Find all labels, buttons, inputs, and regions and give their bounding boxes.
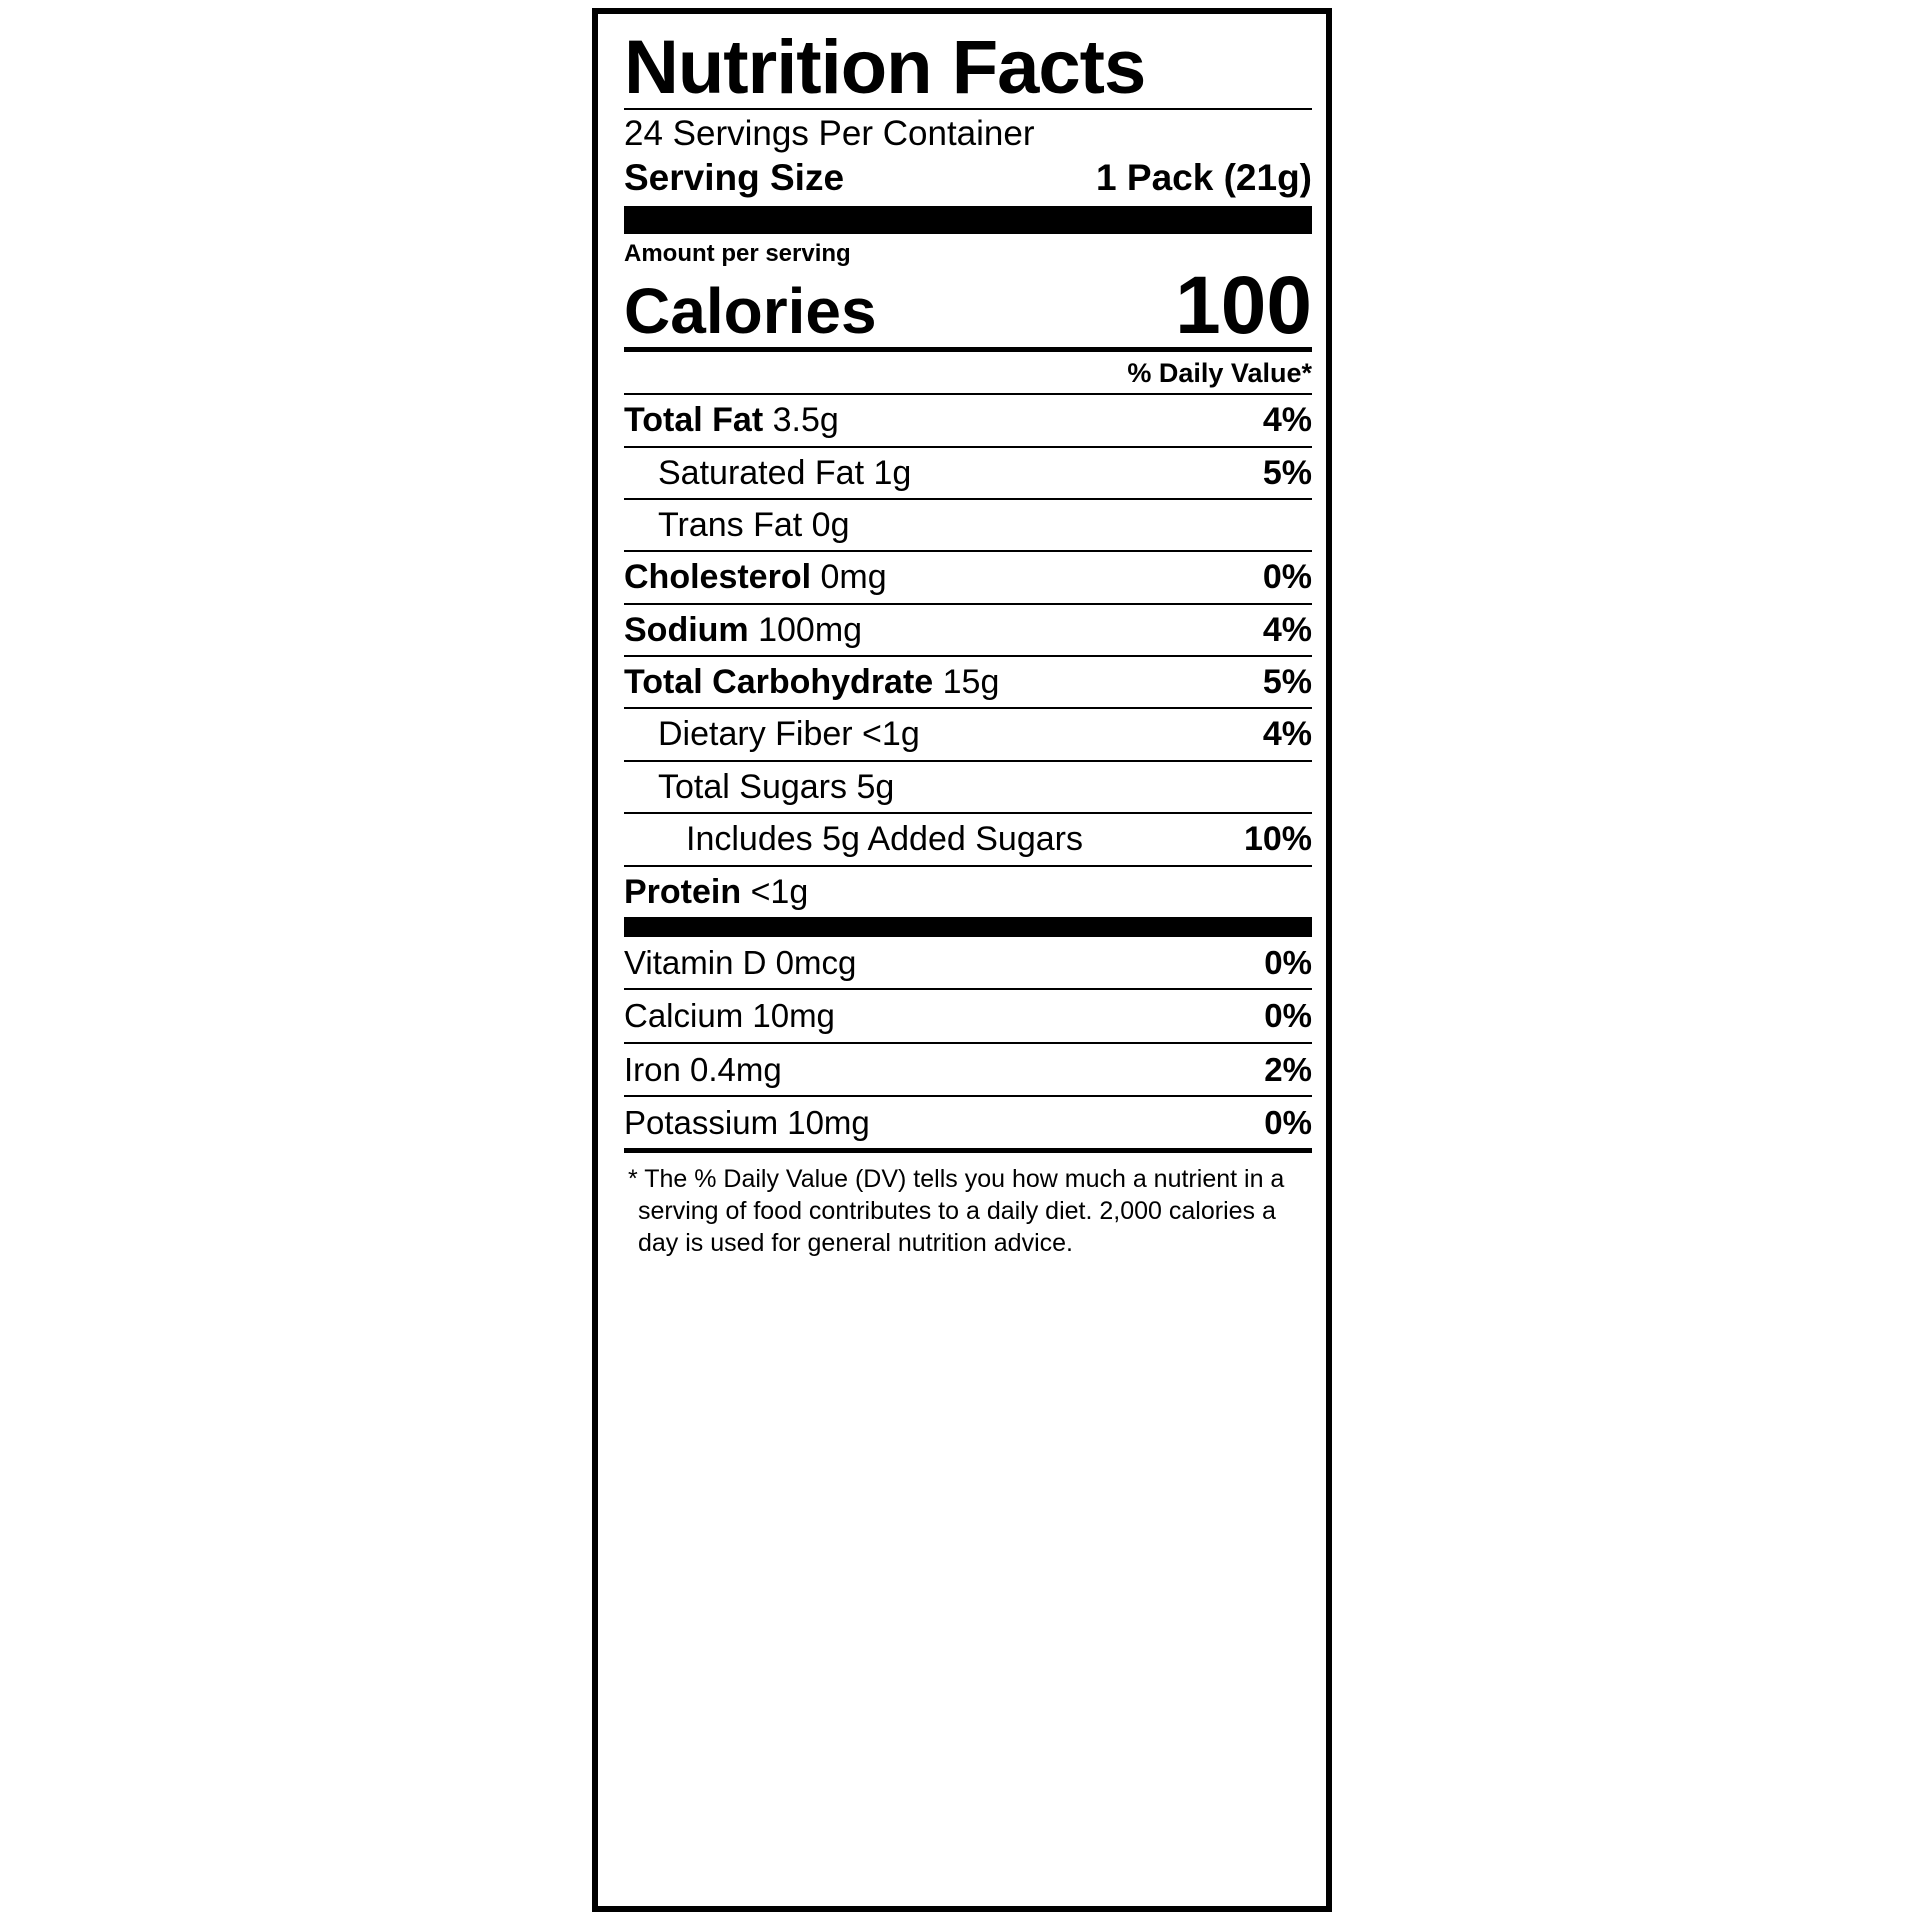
calories-value: 100 bbox=[1175, 259, 1312, 351]
nutrient-row bbox=[624, 709, 1312, 759]
nutrient-name: Trans Fat 0g bbox=[658, 505, 850, 544]
vitamin-row bbox=[624, 990, 1312, 1041]
nutrient-row bbox=[624, 395, 1312, 445]
nutrient-row bbox=[624, 657, 1312, 707]
divider-thick-top bbox=[624, 206, 1312, 234]
servings-per-container: 24 Servings Per Container bbox=[624, 114, 1035, 154]
nutrient-daily-value: 5% bbox=[1262, 453, 1312, 492]
nutrition-facts-panel bbox=[592, 8, 1332, 1912]
nutrient-daily-value: 4% bbox=[1262, 401, 1312, 440]
nutrient-name: Total Carbohydrate 15g bbox=[624, 663, 1000, 702]
nutrient-name: Includes 5g Added Sugars bbox=[686, 820, 1083, 859]
nutrient-name: Total Fat 3.5g bbox=[624, 401, 839, 440]
nutrient-row bbox=[624, 448, 1312, 498]
nutrient-daily-value: 10% bbox=[1243, 820, 1312, 859]
page-title: Nutrition Facts bbox=[624, 25, 1146, 110]
vitamin-row bbox=[624, 1097, 1312, 1148]
nutrient-row bbox=[624, 500, 1312, 550]
nutrient-name: Dietary Fiber <1g bbox=[658, 715, 920, 754]
nutrient-daily-value: 0% bbox=[1262, 558, 1312, 597]
vitamin-daily-value: 2% bbox=[1264, 1050, 1312, 1088]
nutrition-facts-content bbox=[624, 25, 1312, 1259]
vitamin-name: Iron 0.4mg bbox=[624, 1050, 782, 1088]
vitamin-daily-value: 0% bbox=[1264, 1103, 1312, 1141]
vitamin-name: Potassium 10mg bbox=[624, 1103, 870, 1141]
nutrient-name: Protein <1g bbox=[624, 872, 809, 911]
nutrient-row bbox=[624, 762, 1312, 812]
nutrient-name: Total Sugars 5g bbox=[658, 767, 895, 806]
serving-size-label: Serving Size bbox=[624, 156, 845, 198]
serving-size-row bbox=[624, 155, 1312, 206]
footnote: * The % Daily Value (DV) tells you how much a nutrient in a serving of food contributes to a daily diet. 2,000 calories a day is used for general nutrition advice. bbox=[628, 1165, 1285, 1258]
nutrient-name: Sodium 100mg bbox=[624, 610, 863, 649]
nutrient-name: Cholesterol 0mg bbox=[624, 558, 887, 597]
vitamin-daily-value: 0% bbox=[1264, 944, 1312, 982]
vitamin-name: Vitamin D 0mcg bbox=[624, 944, 857, 982]
nutrient-daily-value: 4% bbox=[1262, 715, 1312, 754]
nutrient-row bbox=[624, 605, 1312, 655]
vitamin-daily-value: 0% bbox=[1264, 997, 1312, 1035]
vitamin-name: Calcium 10mg bbox=[624, 997, 835, 1035]
nutrient-name: Saturated Fat 1g bbox=[658, 453, 912, 492]
nutrient-row bbox=[624, 814, 1312, 864]
nutrient-row bbox=[624, 552, 1312, 602]
vitamin-list bbox=[624, 937, 1312, 1148]
calories-label: Calories bbox=[624, 275, 877, 348]
vitamin-row bbox=[624, 937, 1312, 988]
nutrient-daily-value: 4% bbox=[1262, 610, 1312, 649]
nutrient-row bbox=[624, 867, 1312, 917]
daily-value-header: % Daily Value* bbox=[1127, 358, 1312, 389]
nutrient-list bbox=[624, 395, 1312, 917]
amount-per-serving-label: Amount per serving bbox=[624, 239, 851, 267]
nutrient-daily-value: 5% bbox=[1262, 663, 1312, 702]
vitamin-row bbox=[624, 1044, 1312, 1095]
calories-row bbox=[624, 259, 1312, 351]
serving-size-value: 1 Pack (21g) bbox=[1096, 156, 1312, 198]
divider-thick-mid bbox=[624, 917, 1312, 937]
